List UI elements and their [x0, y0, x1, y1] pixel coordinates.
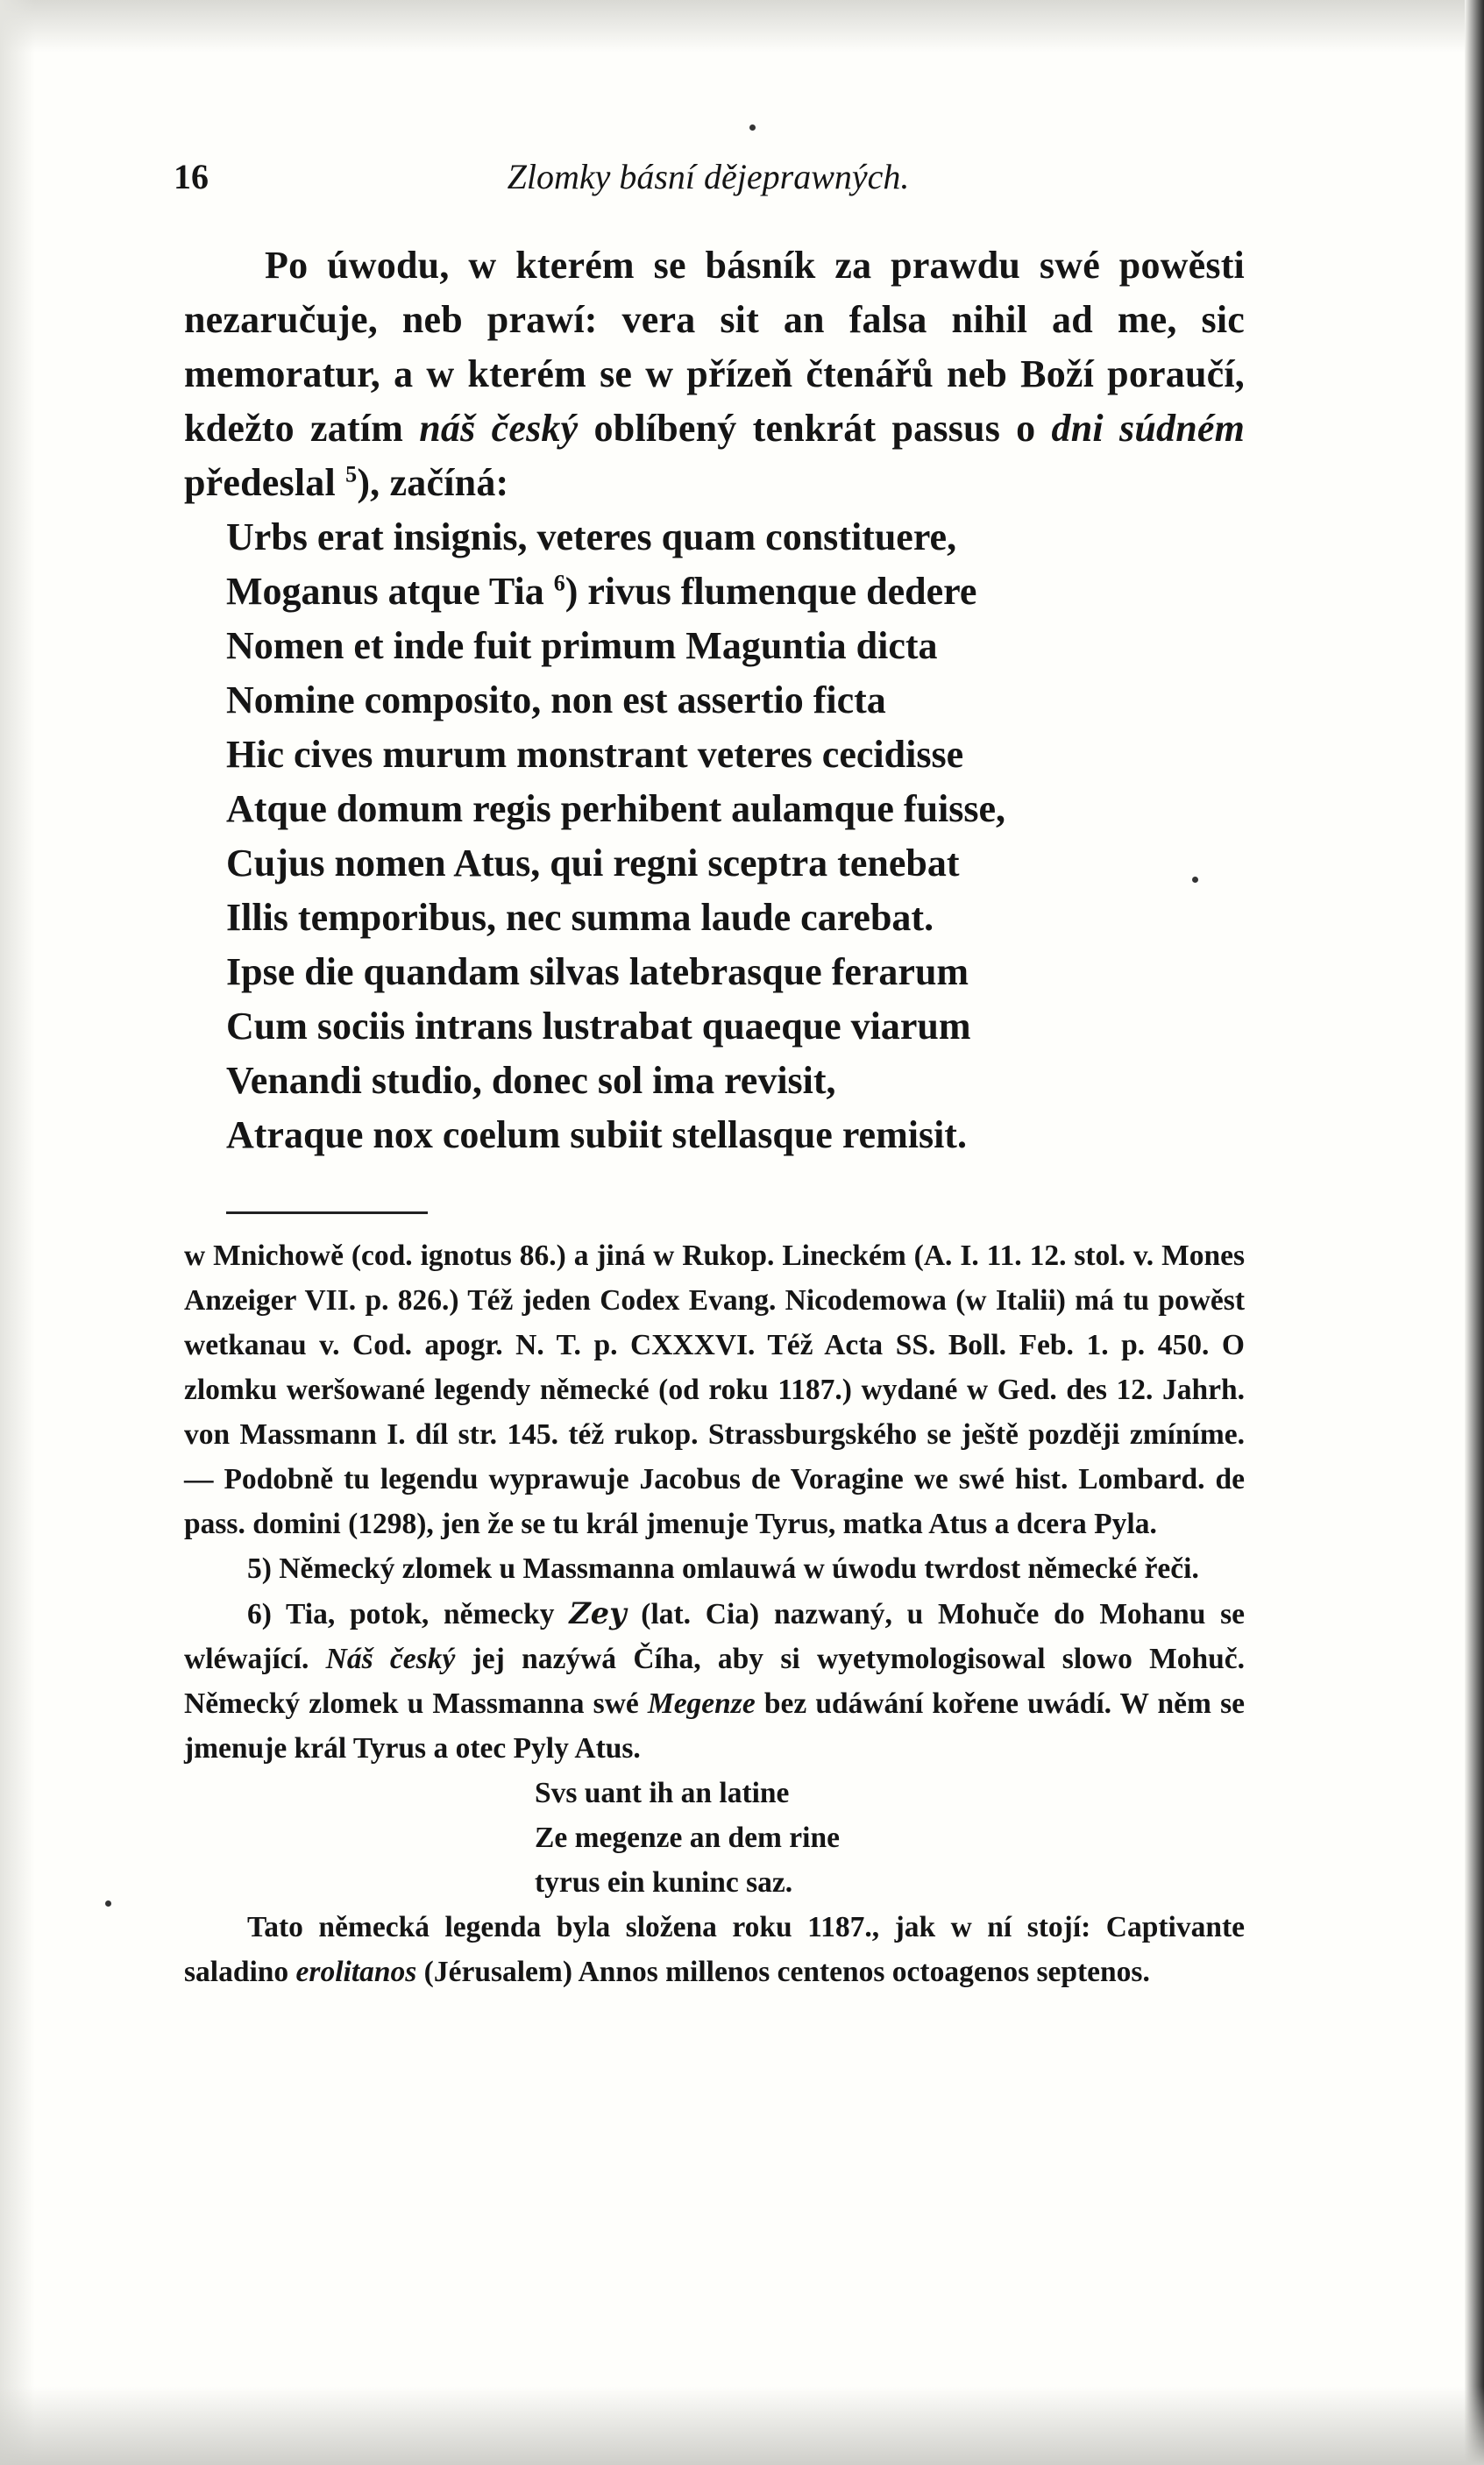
footnote-6-text-2: (lat. Cia) nazwaný, u Mohuče do Mohanu se wléwající.: [184, 1598, 1245, 1675]
fraktur-word: Zey: [569, 1596, 627, 1630]
footnote-closing: [184, 1905, 1245, 1994]
closing-emphasis: erolitanos: [295, 1956, 417, 1988]
scan-edge-left: [0, 0, 35, 2465]
scan-edge-right: [1465, 0, 1484, 2465]
verse-line: Venandi studio, donec sol ima revisit,: [226, 1059, 836, 1102]
footnote-6-text-1: 6) Tia, potok, německy: [247, 1598, 570, 1630]
scan-speck: [105, 1900, 111, 1907]
footnote-6-emphasis-1: Náš český: [325, 1643, 456, 1675]
german-verse-line: Svs uant ih an latine: [535, 1777, 790, 1809]
verse-line: Atque domum regis perhibent aulamque fuisse,: [226, 787, 1006, 830]
footnote-ref-6: 6: [553, 570, 565, 596]
verse-line: Nomine composito, non est assertio ficta: [226, 678, 886, 721]
closing-text-1: Tato německá legenda byla složena roku 1187., jak w ní stojí: Captivante saladino: [184, 1911, 1245, 1988]
verse-line: Cujus nomen Atus, qui regni sceptra tenebat: [226, 842, 960, 884]
latin-verse: [184, 510, 1245, 1162]
intro-text-3: předeslal: [184, 461, 346, 504]
main-text: [184, 238, 1245, 1994]
verse-line: Urbs erat insignis, veteres quam constituere,: [226, 515, 957, 558]
page-header: [174, 156, 1243, 209]
intro-text-2: oblíbený tenkrát passus o: [578, 407, 1052, 450]
footnote-continuation: w Mnichowě (cod. ignotus 86.) a jiná w Rukop. Lineckém (A. I. 11. 12. stol. v. Mones Anzeiger VII. p. 826.) Též jeden Codex Evang. Nicodemowa (w Italii) má tu powěst wetkanau v. Cod. apogr. N. T. p. CXXXVI. Též Acta SS. Boll. Feb. 1. p. 450. O zlomku weršowané legendy německé (od roku 1187.) wydané w Ged. des 12. Jahrh. von Massmann I. díl str. 145. též rukop. Strassburgského se ještě později zmíníme. — Podobně tu legendu wyprawuje Jacobus de Voragine we swé hist. Lombard. de pass. domini (1298), jen že se tu král jmenuje Tyrus, matka Atus a dcera Pyla.: [184, 1240, 1245, 1540]
intro-emphasis-1: náš český: [419, 407, 579, 450]
german-verse-line: Ze megenze an dem rine: [535, 1822, 840, 1854]
german-verse: [184, 1771, 1245, 1905]
footnote-divider: [226, 1211, 428, 1214]
scan-edge-top: [0, 0, 1484, 53]
intro-emphasis-2: dni súdném: [1051, 407, 1246, 450]
scan-speck: [749, 124, 756, 131]
scan-speck: [1192, 877, 1198, 883]
intro-text-4: ), začíná:: [357, 461, 509, 504]
footnote-6-text-4: bez udáwání kořene uwádí. W něm se jmenuje král Tyrus a otec Pyly Atus.: [184, 1687, 1245, 1765]
verse-line: Illis temporibus, nec summa laude carebat.: [226, 896, 934, 939]
verse-line: Atraque nox coelum subiit stellasque remisit.: [226, 1113, 967, 1156]
footnotes: [184, 1233, 1245, 1994]
footnote-6-text-3: jej nazýwá Číha, aby si wyetymologisowal slowo Mohuč. Německý zlomek u Massmanna swé: [184, 1643, 1246, 1720]
running-title: Zlomky básní dějeprawných.: [507, 157, 910, 196]
verse-line: Ipse die quandam silvas latebrasque ferarum: [226, 950, 969, 993]
german-verse-line: tyrus ein kuninc saz.: [535, 1866, 793, 1899]
intro-paragraph: [184, 238, 1245, 510]
verse-line: Hic cives murum monstrant veteres cecidisse: [226, 733, 964, 776]
closing-text-2: (Jérusalem) Annos millenos centenos octoagenos septenos.: [416, 1956, 1150, 1988]
page-number: 16: [174, 157, 209, 196]
intro-text-1: Po úwodu, w kterém se básník za prawdu swé powěsti nezaručuje, neb prawí: vera sit an falsa nihil ad me, sic memoratur, a w kterém se w přízeň čtenářů neb Boží poraučí, kdežto zatím: [184, 244, 1245, 450]
footnote-5: 5) Německý zlomek u Massmanna omlauwá w úwodu twrdost německé řeči.: [247, 1552, 1199, 1585]
verse-line-text: ) rivus flumenque dedere: [564, 570, 977, 613]
verse-line-text: Moganus atque Tia: [226, 570, 554, 613]
verse-line: [226, 565, 1245, 619]
footnote-6-emphasis-2: Megenze: [647, 1687, 756, 1720]
footnote-6: [184, 1591, 1245, 1771]
verse-line: Cum sociis intrans lustrabat quaeque viarum: [226, 1005, 971, 1048]
verse-line: Nomen et inde fuit primum Maguntia dicta: [226, 624, 938, 667]
footnote-ref-5: 5: [345, 461, 358, 487]
scan-edge-bottom: [0, 2386, 1484, 2465]
